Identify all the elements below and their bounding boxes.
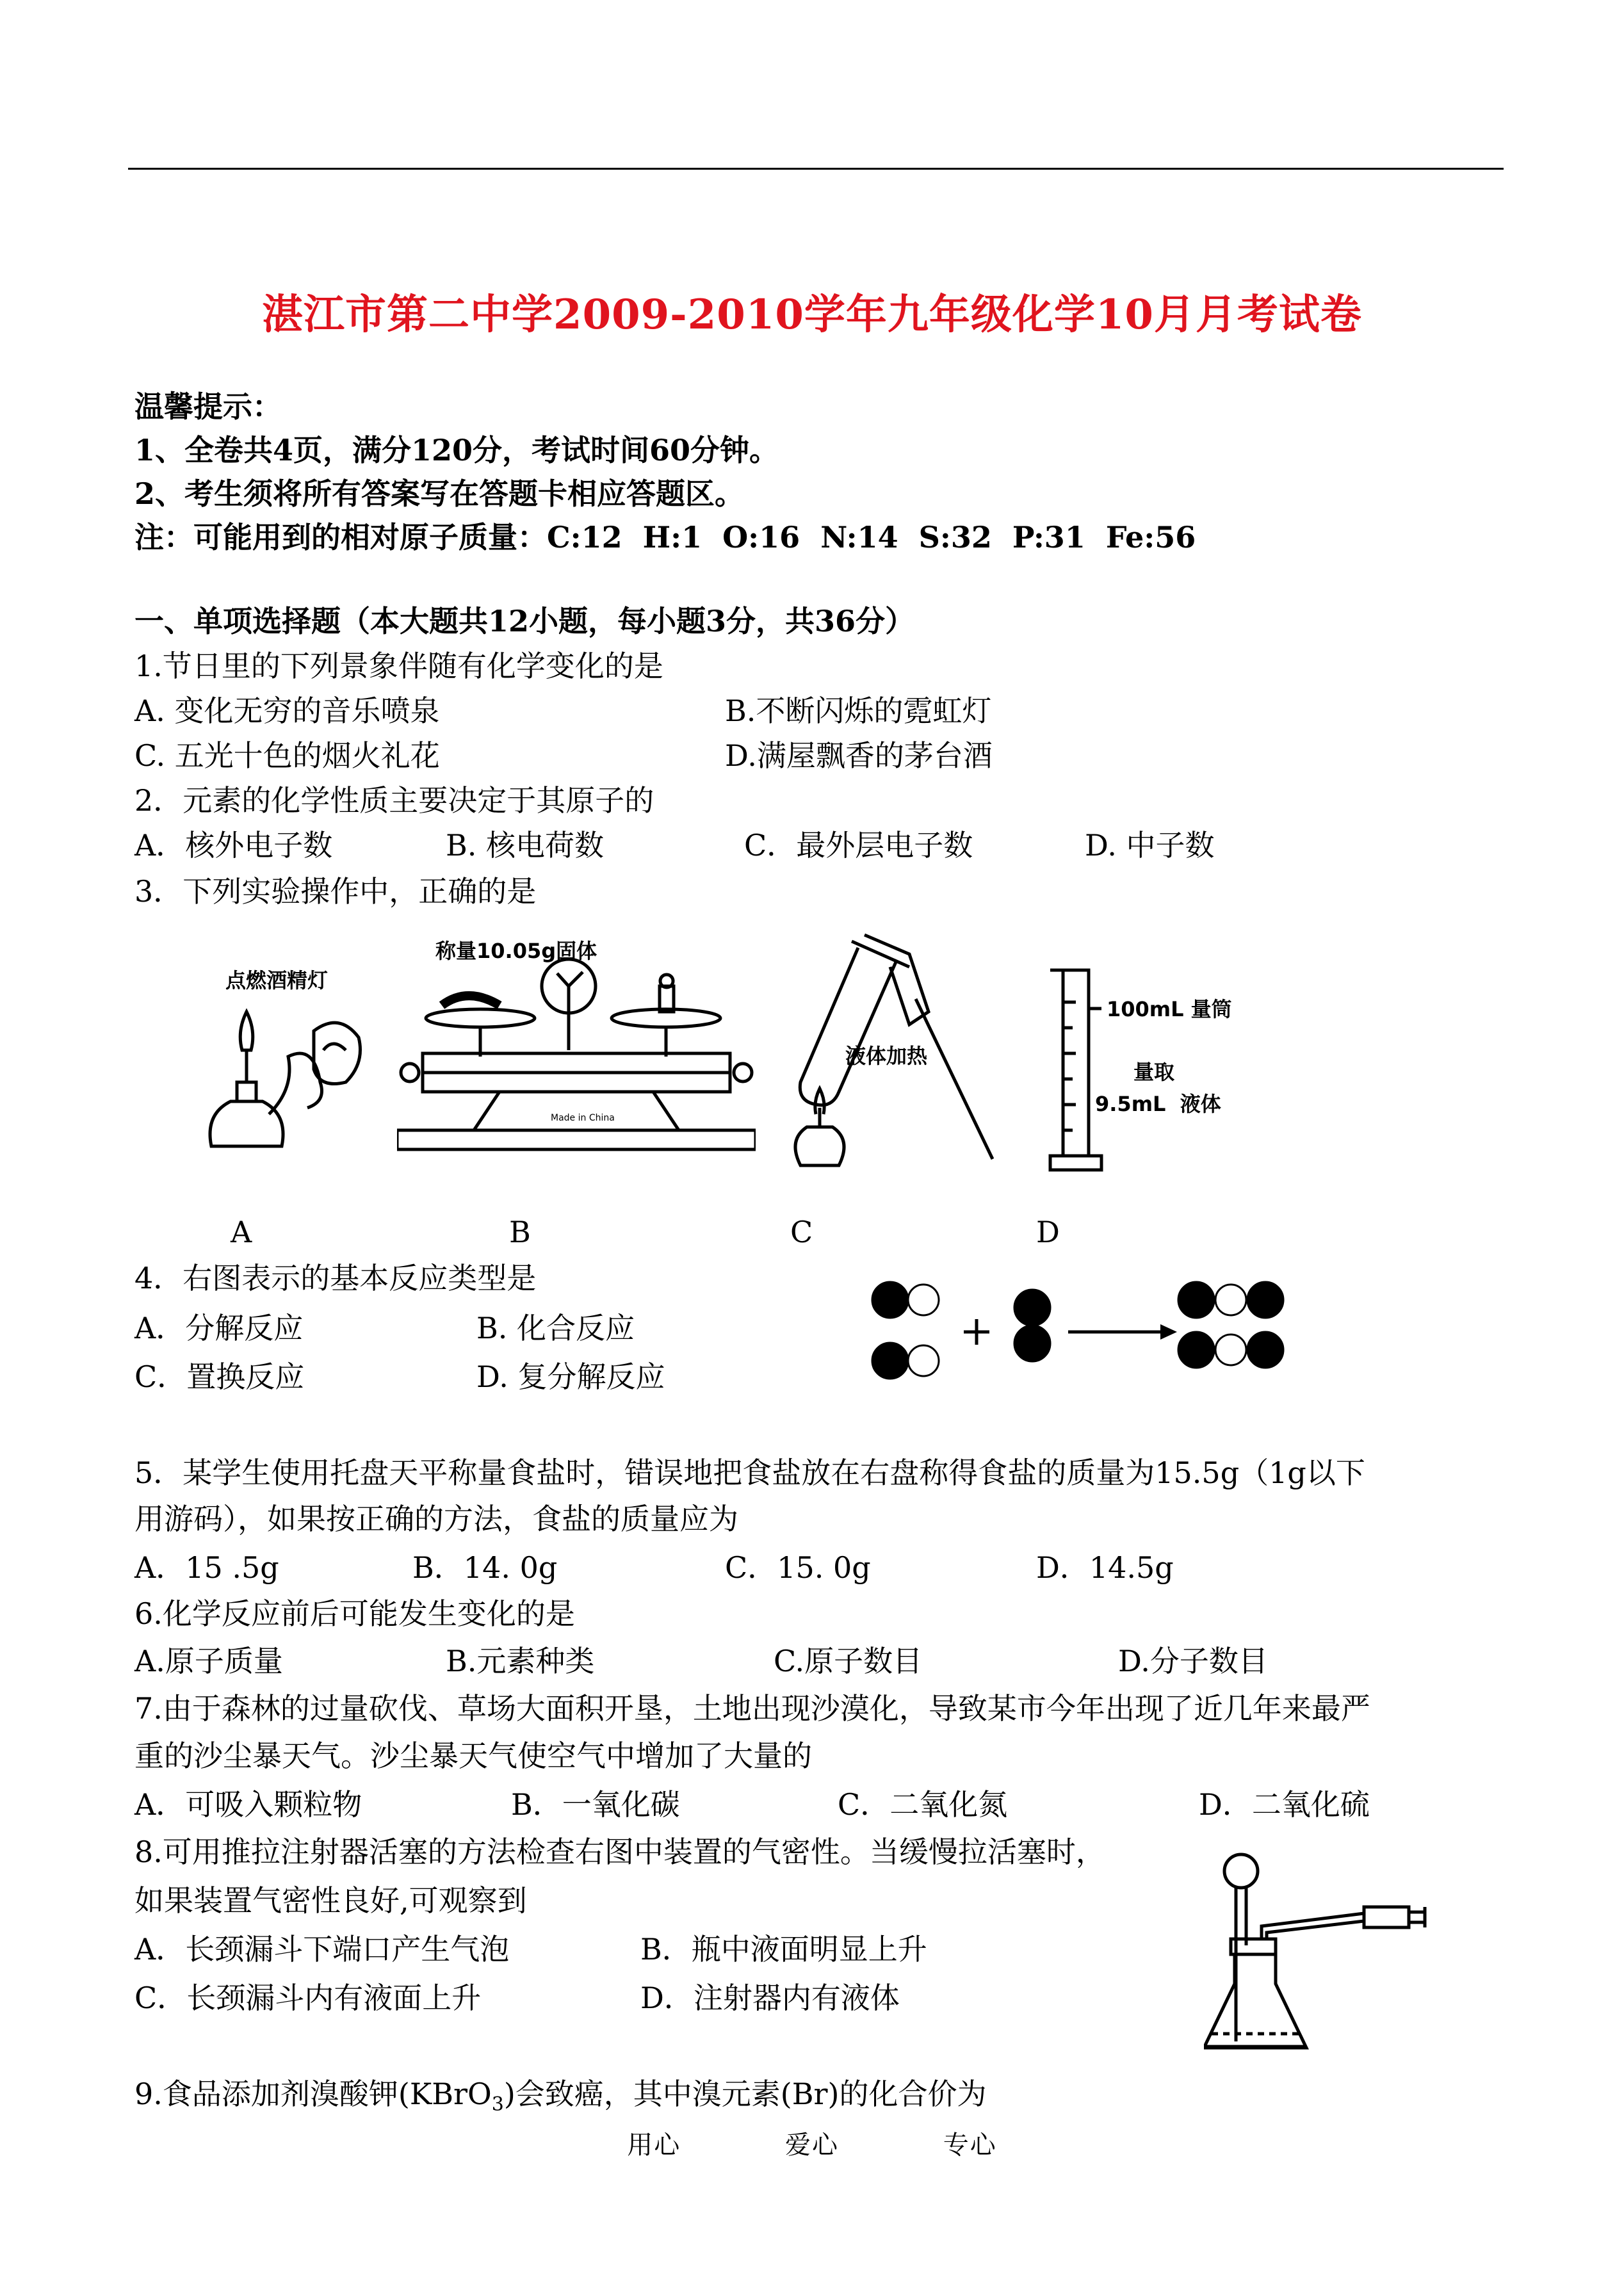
q5-option-b: B．14. 0g	[412, 1550, 558, 1585]
q1-option-d: D.满屋飘香的茅台酒	[725, 738, 993, 773]
q6-option-d: D.分子数目	[1118, 1644, 1268, 1678]
q2-option-b: B. 核电荷数	[446, 828, 605, 863]
figure-d-label-3: 9.5mL 液体	[1095, 1092, 1221, 1116]
q9-stem-subscript: 3	[491, 2093, 504, 2116]
q8-option-b: B．瓶中液面明显上升	[640, 1932, 927, 1967]
figure-a-alcohol-lamp	[192, 954, 384, 1185]
q9-stem-pre: 9.食品添加剂溴酸钾(KBrO	[134, 2077, 492, 2111]
q6-option-a: A.原子质量	[134, 1644, 283, 1678]
q4-option-a: A．分解反应	[134, 1311, 304, 1345]
tips-heading: 温馨提示：	[134, 389, 282, 424]
q5-stem-line-1: 5．某学生使用托盘天平称量食盐时，错误地把食盐放在右盘称得食盐的质量为15.5g（1g以下	[134, 1456, 1365, 1490]
q8-option-d: D．注射器内有液体	[640, 1981, 900, 2015]
q8-stem-line-2: 如果装置气密性良好,可观察到	[134, 1883, 527, 1918]
molecule-reaction-icon	[865, 1274, 1313, 1402]
q2-option-d: D. 中子数	[1085, 828, 1215, 863]
q1-stem: 1.节日里的下列景象伴随有化学变化的是	[134, 649, 663, 683]
q8-stem-line-1: 8.可用推拉注射器活塞的方法检查右图中装置的气密性。当缓慢拉活塞时，	[134, 1835, 1105, 1869]
q6-stem: 6.化学反应前后可能发生变化的是	[134, 1596, 575, 1631]
q1-option-c: C. 五光十色的烟火礼花	[134, 738, 440, 773]
tips-line-1: 1、全卷共4页，满分120分，考试时间60分钟。	[134, 433, 779, 467]
tips-line-2: 2、考生须将所有答案写在答题卡相应答题区。	[134, 476, 745, 511]
q3-option-a: A	[231, 1215, 252, 1249]
balance-scale-icon	[397, 935, 756, 1178]
q7-option-a: A．可吸入颗粒物	[134, 1787, 362, 1822]
footer-item-3: 专心	[943, 2130, 997, 2160]
figure-d-graduated-cylinder	[1037, 964, 1306, 1181]
q7-option-b: B．一氧化碳	[511, 1787, 680, 1822]
q8-option-a: A．长颈漏斗下端口产生气泡	[134, 1932, 510, 1967]
q7-stem-line-1: 7.由于森林的过量砍伐、草场大面积开垦，土地出现沙漠化，导致某市今年出现了近几年来最严	[134, 1691, 1370, 1726]
figure-c-label: 液体加热	[845, 1044, 928, 1068]
made-in-china-text: Made in China	[551, 1113, 615, 1123]
q5-option-d: D．14.5g	[1036, 1550, 1174, 1585]
figure-d-label-1: 100mL 量筒	[1107, 997, 1232, 1021]
figure-c-heating-liquid	[762, 922, 1018, 1185]
q1-option-b: B.不断闪烁的霓虹灯	[725, 693, 992, 728]
q6-option-c: C.原子数目	[774, 1644, 923, 1678]
q7-option-c: C．二氧化氮	[838, 1787, 1008, 1822]
figure-q4-reaction	[865, 1274, 1313, 1402]
q8-option-c: C．长颈漏斗内有液面上升	[134, 1981, 482, 2015]
footer-item-1: 用心	[627, 2130, 681, 2160]
flask-syringe-apparatus-icon	[1204, 1843, 1434, 2067]
q2-option-a: A．核外电子数	[134, 828, 333, 863]
q3-stem: 3．下列实验操作中，正确的是	[134, 874, 537, 909]
figure-q8-apparatus	[1204, 1843, 1434, 2067]
q6-option-b: B.元素种类	[446, 1644, 595, 1678]
q7-stem-line-2: 重的沙尘暴天气。沙尘暴天气使空气中增加了大量的	[134, 1739, 812, 1773]
q4-stem: 4．右图表示的基本反应类型是	[134, 1261, 537, 1295]
header-rule	[128, 168, 1504, 170]
q5-option-c: C．15. 0g	[725, 1550, 871, 1585]
q3-option-b: B	[509, 1215, 531, 1249]
q3-option-c: C	[790, 1215, 813, 1249]
graduated-cylinder-icon	[1037, 964, 1306, 1181]
q4-option-b: B. 化合反应	[476, 1311, 635, 1345]
section-heading: 一、单项选择题（本大题共12小题，每小题3分，共36分）	[134, 604, 915, 638]
q4-option-d: D. 复分解反应	[476, 1359, 665, 1394]
page-title: 湛江市第二中学2009-2010学年九年级化学10月月考试卷	[262, 291, 1362, 339]
q5-stem-line-2: 用游码），如果按正确的方法，食盐的质量应为	[134, 1502, 738, 1536]
test-tube-heating-icon	[762, 922, 1018, 1185]
q7-option-d: D．二氧化硫	[1199, 1787, 1370, 1822]
figure-b-label: 称量10.05g固体	[435, 939, 597, 963]
tips-note: 注：可能用到的相对原子质量：C:12 H:1 O:16 N:14 S:32 P:31 Fe:56	[134, 520, 1196, 555]
page-footer	[0, 2125, 1624, 2161]
figure-d-label-2: 量取	[1133, 1060, 1175, 1084]
q5-option-a: A．15 .5g	[134, 1550, 279, 1585]
q1-option-a: A. 变化无穷的音乐喷泉	[134, 693, 440, 728]
footer-item-2: 爱心	[785, 2130, 839, 2160]
q4-option-c: C．置换反应	[134, 1359, 305, 1394]
q2-stem: 2．元素的化学性质主要决定于其原子的	[134, 783, 654, 818]
figure-a-label: 点燃酒精灯	[225, 968, 329, 993]
q9-stem-post: )会致癌，其中溴元素(Br)的化合价为	[503, 2077, 987, 2111]
q3-option-d: D	[1036, 1215, 1060, 1249]
figure-b-balance	[397, 935, 756, 1178]
q2-option-c: C．最外层电子数	[744, 828, 973, 863]
q9-stem	[134, 2075, 986, 2124]
